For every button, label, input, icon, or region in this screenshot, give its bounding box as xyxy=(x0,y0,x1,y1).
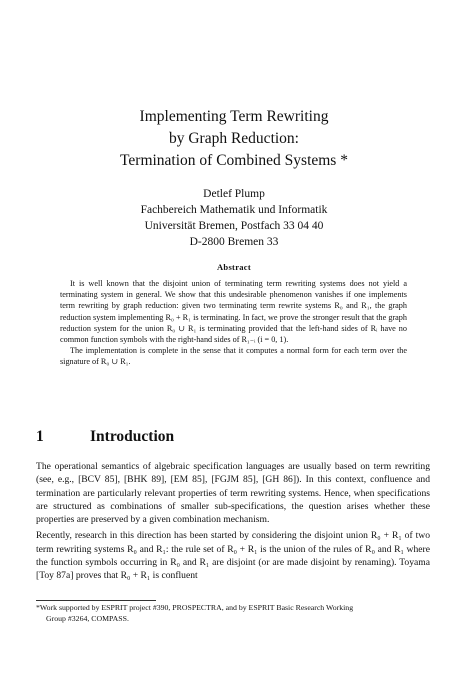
footnote-rule xyxy=(36,600,156,601)
section-number: 1 xyxy=(36,428,44,445)
author-name: Detlef Plump xyxy=(203,188,265,200)
author-department: Fachbereich Mathematik und Informatik xyxy=(140,204,328,216)
intro-paragraph-1: The operational semantics of algebraic specification languages are usually based on term rewriting (see, e.g., [BCV 85], [BHK 89], [EM 85], [FGJM 85], [GH 86]). In this context, confluence and termination are particularly relevant properties of term rewriting systems. Hence, when specifications are structured as combinations of smaller sub-specifications, the question arises whether these properties are preserved by a given combination mechanism. xyxy=(36,461,430,526)
author-city: D-2800 Bremen 33 xyxy=(189,236,279,248)
abstract-paragraph-2: The implementation is complete in the sense that it computes a normal form for each term over the signature of R₀ ∪ R₁. xyxy=(60,346,407,367)
abstract-heading: Abstract xyxy=(216,262,252,272)
intro-paragraph-2: Recently, research in this direction has been started by considering the disjoint union R₀ + R₁ of two term rewriting systems R₀ and R₁: the rule set of R₀ + R₁ is the union of the rules of R₀ and R₁ where the function symbols occurring in R₀ and R₁ are disjoint (or are made disjoint by renaming). Toyama [Toy 87a] proves that R₀ + R₁ is confluent xyxy=(36,530,430,582)
footnote xyxy=(36,603,430,624)
abstract-paragraph-1: It is well known that the disjoint union of terminating term rewriting systems does not yield a terminating system in general. We show that this undesirable phenomenon vanishes if one implements term rewriting by graph reduction: given two terminating term rewrite systems R₀ and R₁, the graph reduction system implementing R₀ + R₁ is terminating. In fact, we prove the stronger result that the graph reduction system for the union R₀ ∪ R₁ is terminating provided that the left-hand sides of Rᵢ have no common function symbols with the right-hand sides of R₁₋ᵢ (i = 0, 1). xyxy=(60,279,407,345)
author-block xyxy=(0,186,468,250)
footnote-line-2: Group #3264, COMPASS. xyxy=(46,613,129,623)
abstract-body xyxy=(60,278,407,368)
paper-title xyxy=(0,106,468,172)
title-line-2: by Graph Reduction: xyxy=(168,130,299,147)
section-heading xyxy=(36,428,174,446)
title-line-1: Implementing Term Rewriting xyxy=(139,108,329,125)
author-university: Universität Bremen, Postfach 33 04 40 xyxy=(144,220,324,232)
footnote-line-1: *Work supported by ESPRIT project #390, PROSPECTRA, and by ESPRIT Basic Research Working xyxy=(36,603,354,612)
intro-body xyxy=(36,460,430,586)
title-line-3: Termination of Combined Systems * xyxy=(120,152,348,169)
section-title: Introduction xyxy=(90,428,175,445)
